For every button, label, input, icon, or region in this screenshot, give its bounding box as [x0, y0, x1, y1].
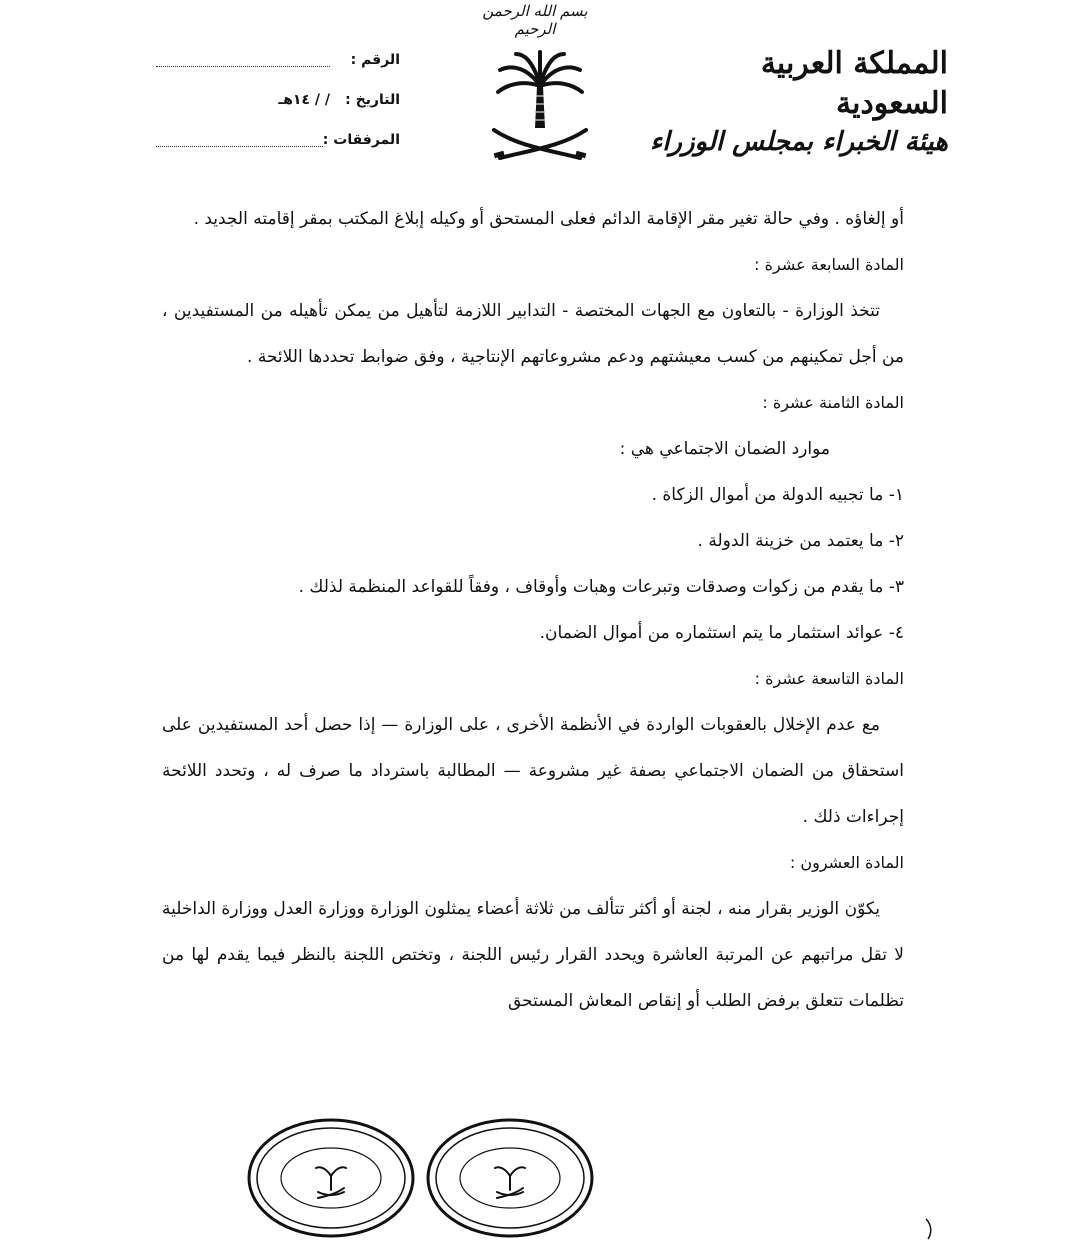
margin-mark-icon	[922, 1217, 936, 1241]
reference-block	[150, 40, 400, 160]
number-line	[156, 54, 330, 67]
article-17-title: المادة السابعة عشرة :	[754, 255, 904, 274]
agency-name: هيئة الخبراء بمجلس الوزراء	[649, 127, 948, 157]
article-20-text: يكوّن الوزير بقرار منه ، لجنة أو أكثر تتألف من ثلاثة أعضاء يمثلون الوزارة ووزارة العدل ووزارة الداخلية لا تقل مراتبهم عن المرتبة العاشرة ويحدد القرار رئيس اللجنة ، وتختص اللجنة بالنظر فيما يقدم لها من تظلمات تتعلق برفض الطلب أو إنقاص المعاش المستحق	[162, 899, 904, 1011]
kingdom-name: المملكة العربية السعودية	[760, 46, 948, 121]
date-value: / / ١٤هـ	[278, 92, 330, 108]
article-18-title: المادة الثامنة عشرة :	[762, 393, 904, 412]
list-item: ١- ما تجبيه الدولة من أموال الزكاة .	[651, 485, 904, 505]
paragraph-continuation: أو إلغاؤه . وفي حالة تغير مقر الإقامة الدائم فعلى المستحق أو وكيله إبلاغ المكتب بمقر إقامته الجديد .	[193, 209, 904, 229]
attachments-line	[156, 134, 323, 147]
official-seals	[246, 1116, 596, 1244]
attachments-label: المرفقات :	[322, 132, 400, 148]
list-item: ٤- عوائد استثمار ما يتم استثماره من أموال الضمان.	[539, 623, 904, 643]
seal-secretariat-icon	[424, 1116, 596, 1240]
article-18-intro: موارد الضمان الاجتماعي هي :	[619, 439, 830, 459]
number-row	[150, 40, 400, 80]
list-item: ٢- ما يعتمد من خزينة الدولة .	[697, 531, 904, 551]
palm-swords-emblem-icon	[488, 46, 592, 164]
document-body	[162, 196, 904, 1024]
date-row	[150, 80, 400, 120]
date-label: التاريخ :	[345, 92, 400, 108]
seal-experts-icon	[246, 1116, 416, 1240]
article-17-text: تتخذ الوزارة - بالتعاون مع الجهات المختصة - التدابير اللازمة لتأهيل من يمكن تأهيله من المستفيدين ، من أجل تمكينهم من كسب معيشتهم ودعم مشروعاتهم الإنتاجية ، وفق ضوابط تحددها اللائحة .	[162, 301, 904, 367]
attachments-row	[150, 120, 400, 160]
article-19-title: المادة التاسعة عشرة :	[754, 669, 904, 688]
basmala: بسم الله الرحمن الرحيم	[482, 2, 588, 38]
article-19-text: مع عدم الإخلال بالعقوبات الواردة في الأنظمة الأخرى ، على الوزارة — إذا حصل أحد المستفيدين على استحقاق من الضمان الاجتماعي بصفة غير مشروعة — المطالبة باسترداد ما صرف له ، وتحدد اللائحة إجراءات ذلك .	[162, 715, 904, 827]
number-label: الرقم :	[350, 52, 400, 68]
article-20-title: المادة العشرون :	[789, 853, 904, 872]
list-item: ٣- ما يقدم من زكوات وصدقات وتبرعات وهبات وأوقاف ، وفقاً للقواعد المنظمة لذلك .	[298, 577, 904, 597]
letterhead	[648, 44, 948, 160]
